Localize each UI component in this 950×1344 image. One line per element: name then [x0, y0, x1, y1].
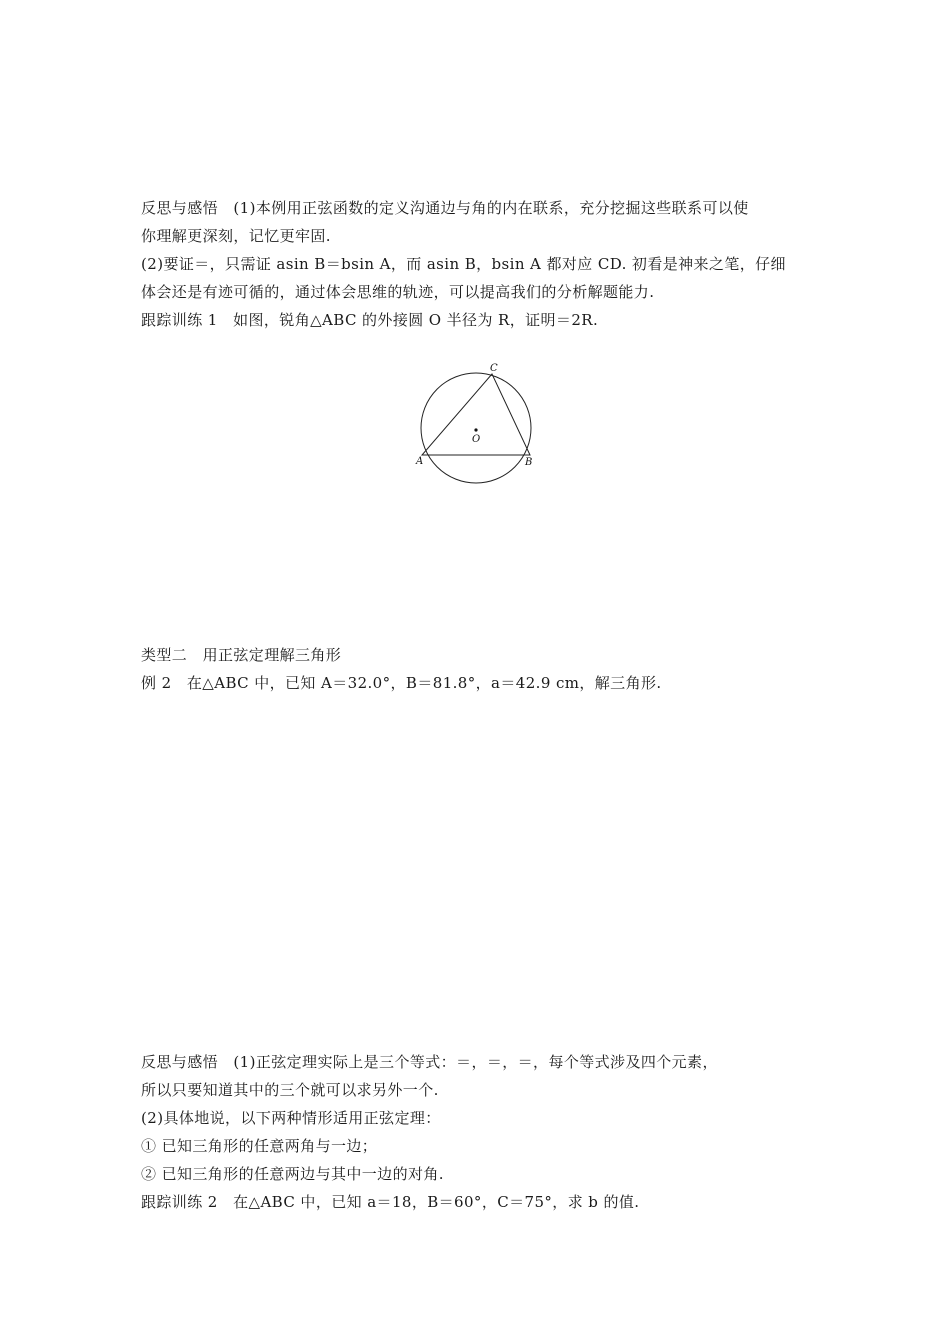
- reflection-1-point-2-line-2: 体会还是有迹可循的，通过体会思维的轨迹，可以提高我们的分析解题能力.: [141, 283, 655, 301]
- reflection-2-point-2: (2)具体地说，以下两种情形适用正弦定理：: [141, 1109, 441, 1127]
- exercise-2: 跟踪训练 2 在△ABC 中，已知 a＝18，B＝60°，C＝75°，求 b 的值.: [141, 1193, 640, 1211]
- reflection-2-line-2: 所以只要知道其中的三个就可以求另外一个.: [141, 1081, 439, 1099]
- circumcircle-triangle-figure: [412, 360, 544, 490]
- label-b: B: [525, 457, 533, 468]
- section-title-type-2: 类型二 用正弦定理解三角形: [141, 646, 342, 664]
- example-2: 例 2 在△ABC 中，已知 A＝32.0°，B＝81.8°，a＝42.9 cm，解三角形.: [141, 674, 662, 692]
- reflection-2-line-1: 反思与感悟 (1)正弦定理实际上是三个等式：＝，＝，＝，每个等式涉及四个元素，: [141, 1053, 718, 1071]
- case-2: ② 已知三角形的任意两边与其中一边的对角.: [141, 1165, 444, 1183]
- reflection-1-line-2: 你理解更深刻，记忆更牢固.: [141, 227, 331, 245]
- label-a: A: [416, 456, 424, 467]
- reflection-1-line-1: 反思与感悟 (1)本例用正弦函数的定义沟通边与角的内在联系，充分挖掘这些联系可以使: [141, 199, 749, 217]
- circumcircle: [421, 373, 531, 483]
- center-point-o: [474, 428, 477, 431]
- case-1: ① 已知三角形的任意两角与一边；: [141, 1137, 378, 1155]
- exercise-1: 跟踪训练 1 如图，锐角△ABC 的外接圆 O 半径为 R，证明＝2R.: [141, 311, 599, 329]
- reflection-1-point-2-line-1: (2)要证＝，只需证 asin B＝bsin A，而 asin B，bsin A 都对应 CD. 初看是神来之笔，仔细: [141, 255, 786, 273]
- label-c: C: [490, 363, 498, 374]
- label-o: O: [472, 434, 481, 445]
